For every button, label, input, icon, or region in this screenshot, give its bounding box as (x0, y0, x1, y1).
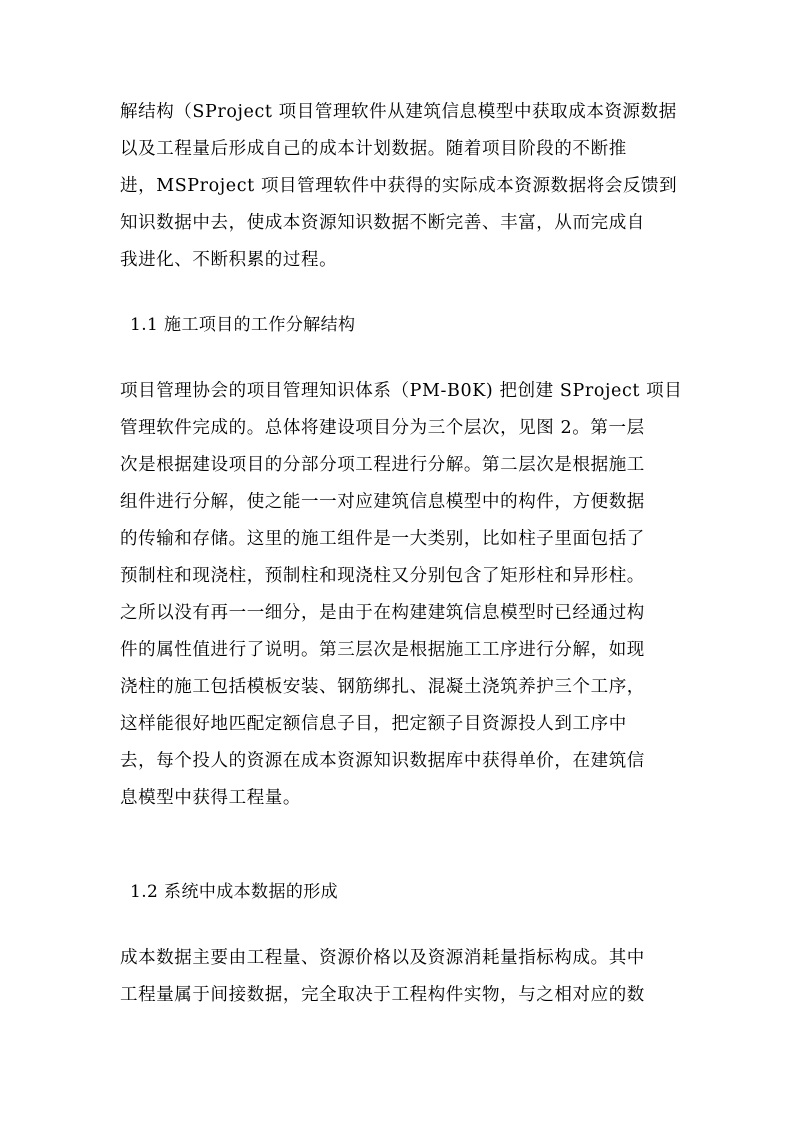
paragraph-line: 解结构（SProject 项目管理软件从建筑信息模型中获取成本资源数据 (120, 102, 677, 122)
paragraph-line: 工程量属于间接数据，完全取决于工程构件实物，与之相对应的数 (120, 985, 645, 1005)
paragraph-line: 件的属性值进行了说明。第三层次是根据施工工序进行分解，如现 (120, 640, 645, 660)
paragraph-line: 知识数据中去，使成本资源知识数据不断完善、丰富，从而完成自 (120, 213, 645, 233)
paragraph-line: 浇柱的施工包括模板安装、钢筋绑扎、混凝土浇筑养护三个工序， (120, 677, 645, 697)
paragraph-line: 组件进行分解，使之能一一对应建筑信息模型中的构件，方便数据 (120, 492, 645, 512)
paragraph-line: 之所以没有再一一细分，是由于在构建建筑信息模型时已经通过构 (120, 603, 645, 623)
paragraph-line: 以及工程量后形成自己的成本计划数据。随着项目阶段的不断推 (120, 139, 627, 159)
section-heading-1-2: 1.2 系统中成本数据的形成 (130, 882, 339, 902)
paragraph-line: 的传输和存储。这里的施工组件是一大类别，比如柱子里面包括了 (120, 529, 645, 549)
paragraph-wbs (120, 373, 683, 817)
paragraph-line: 进，MSProject 项目管理软件中获得的实际成本资源数据将会反馈到 (120, 176, 678, 196)
paragraph-line: 去，每个投人的资源在成本资源知识数据库中获得单价，在建筑信 (120, 751, 645, 771)
paragraph-intro (120, 94, 676, 279)
paragraph-line: 成本数据主要由工程量、资源价格以及资源消耗量指标构成。其中 (120, 948, 645, 968)
paragraph-line: 管理软件完成的。总体将建设项目分为三个层次，见图 2。第一层 (120, 418, 645, 438)
section-heading-1-1: 1.1 施工项目的工作分解结构 (130, 315, 356, 335)
paragraph-line: 我进化、不断积累的过程。 (120, 250, 338, 270)
paragraph-line: 这样能很好地匹配定额信息子目，把定额子目资源投人到工序中 (120, 714, 627, 734)
paragraph-line: 次是根据建设项目的分部分项工程进行分解。第二层次是根据施工 (120, 455, 645, 475)
paragraph-line: 息模型中获得工程量。 (120, 788, 301, 808)
paragraph-cost (120, 940, 676, 1014)
paragraph-line: 项目管理协会的项目管理知识体系（PM-B0K) 把创建 SProject 项目 (120, 381, 683, 401)
paragraph-line: 预制柱和现浇柱，预制柱和现浇柱又分别包含了矩形柱和异形柱。 (120, 566, 645, 586)
